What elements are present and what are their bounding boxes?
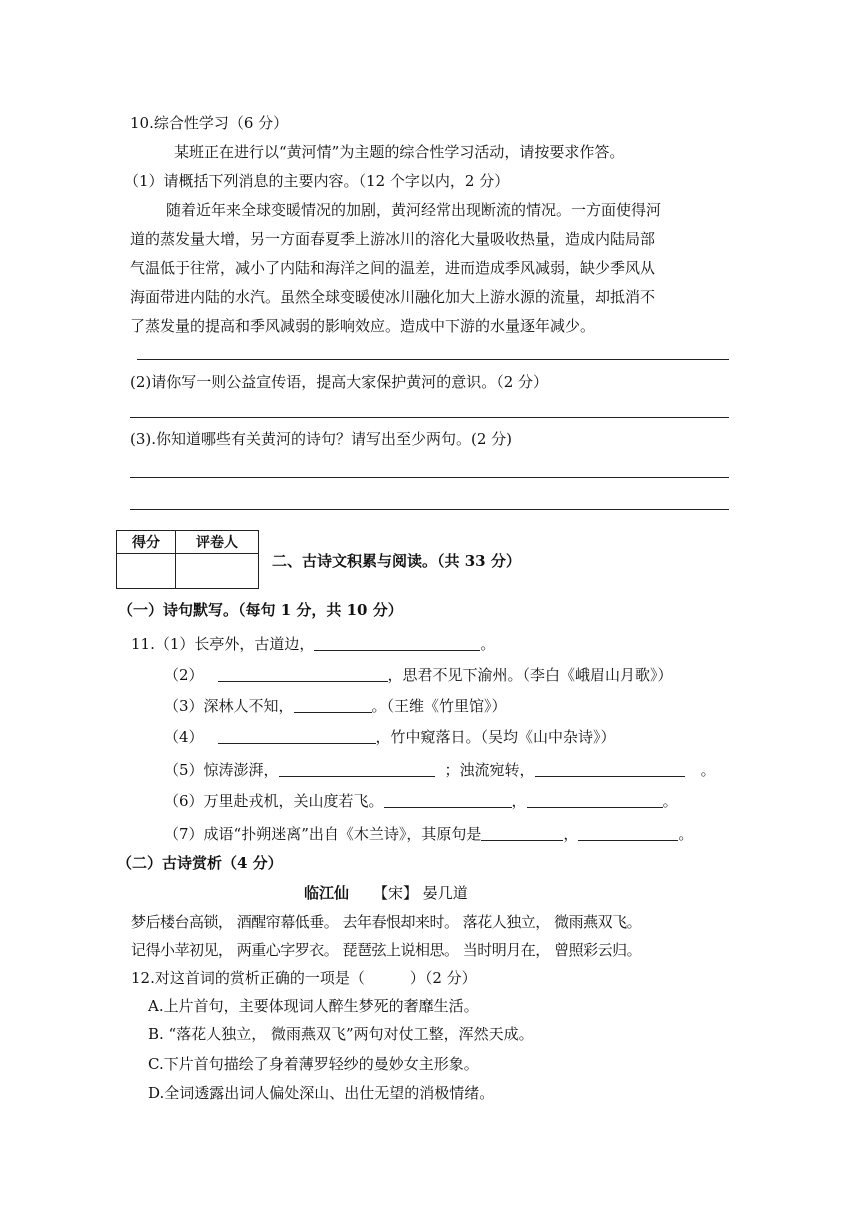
q12-stem: 12.对这首词的赏析正确的一项是（ ）（2 分） <box>131 969 477 987</box>
part1-title: （一）诗句默写。（每句 1 分，共 10 分） <box>118 601 403 619</box>
score-table <box>116 530 259 589</box>
passage-line: 随着近年来全球变暖情况的加剧，黄河经常出现断流的情况。一方面使得河 <box>166 201 662 219</box>
fill-blank[interactable] <box>218 666 388 682</box>
grader-header: 评卷人 <box>176 531 259 554</box>
fill-blank[interactable] <box>218 728 376 744</box>
fill-blank[interactable] <box>279 761 435 777</box>
q11-text: ，思君不见下渝州。（李白《峨眉山月歌》） <box>387 666 673 684</box>
poem-line-1: 梦后楼台高锁， 酒醒帘幕低垂。 去年春恨却来时。 落花人独立， 微雨燕双飞。 <box>131 913 642 931</box>
q10-sub1: （1）请概括下列消息的主要内容。（12 个字以内，2 分） <box>124 172 510 190</box>
q11-text: ，竹中窥落日。（吴均《山中杂诗》） <box>375 728 616 746</box>
q11-text: （5）惊涛澎湃， <box>164 761 279 779</box>
q11-line-2 <box>164 665 673 685</box>
passage-line: 气温低于往常，减小了内陆和海洋之间的温差，进而造成季风减弱，缺少季风从 <box>130 259 656 277</box>
poem-line-2: 记得小苹初见， 两重心字罗衣。 琵琶弦上说相思。 当时明月在， 曾照彩云归。 <box>131 941 642 959</box>
passage-line: 了蒸发量的提高和季风减弱的影响效应。造成中下游的水量逐年减少。 <box>130 317 596 335</box>
poem-heading <box>304 883 468 903</box>
fill-blank[interactable] <box>578 825 678 841</box>
q12-option-a[interactable]: A.上片首句，主要体现词人醉生梦死的奢靡生活。 <box>148 997 479 1015</box>
q11-text: ， <box>511 792 527 810</box>
q11-text: （7）成语“扑朔迷离”出自《木兰诗》，其原句是 <box>164 825 482 843</box>
fill-blank[interactable] <box>294 697 372 713</box>
q11-line-6 <box>164 791 678 811</box>
passage-line: 海面带进内陆的水汽。虽然全球变暖使冰川融化加大上游水源的流量，却抵消不 <box>130 288 656 306</box>
q11-text: ；浊流宛转， <box>444 761 535 779</box>
answer-line-1[interactable] <box>137 359 729 360</box>
fill-blank[interactable] <box>527 792 663 808</box>
q11-text: 。 <box>480 635 496 653</box>
answer-line-4[interactable] <box>130 509 729 510</box>
q11-line-3 <box>164 696 507 716</box>
q11-line-4 <box>164 727 616 747</box>
q11-line-5 <box>164 760 716 780</box>
q11-text: （4） <box>164 728 204 746</box>
q11-text: 11.（1）长亭外，古道边， <box>131 635 315 653</box>
q10-intro: 某班正在进行以“黄河情”为主题的综合性学习活动，请按要求作答。 <box>174 143 625 161</box>
q11-text: 。 <box>700 761 716 779</box>
answer-line-3[interactable] <box>130 477 729 478</box>
q11-text: 。 <box>678 825 694 843</box>
q10-sub2: (2)请你写一则公益宣传语，提高大家保护黄河的意识。（2 分） <box>130 373 549 391</box>
q11-line-1 <box>131 634 495 654</box>
q11-text: （2） <box>164 666 204 684</box>
score-header: 得分 <box>117 531 176 554</box>
q11-text: ， <box>563 825 579 843</box>
q11-text: （6）万里赴戎机，关山度若飞。 <box>164 792 384 810</box>
passage-line: 道的蒸发量大增，另一方面春夏季上游冰川的溶化大量吸收热量，造成内陆局部 <box>130 230 656 248</box>
fill-blank[interactable] <box>314 635 480 651</box>
poem-author: 【宋】 晏几道 <box>373 884 468 902</box>
fill-blank[interactable] <box>481 825 563 841</box>
q10-title: 10.综合性学习（6 分） <box>130 114 289 132</box>
fill-blank[interactable] <box>535 761 685 777</box>
q11-line-7 <box>164 824 693 844</box>
part2-title: （二）古诗赏析（4 分） <box>117 854 283 872</box>
q12-option-c[interactable]: C.下片首句描绘了身着薄罗轻纱的曼妙女主形象。 <box>148 1055 479 1073</box>
fill-blank[interactable] <box>384 792 512 808</box>
poem-title: 临江仙 <box>304 884 350 902</box>
grader-cell[interactable] <box>176 554 259 589</box>
q12-option-b[interactable]: B. “落花人独立， 微雨燕双飞”两句对仗工整，浑然天成。 <box>148 1025 534 1043</box>
q10-sub3: (3).你知道哪些有关黄河的诗句？请写出至少两句。(2 分) <box>130 430 513 448</box>
q11-text: 。（王维《竹里馆》） <box>371 697 507 715</box>
answer-line-2[interactable] <box>130 417 729 418</box>
q12-option-d[interactable]: D.全词透露出词人偏处深山、出仕无望的消极情绪。 <box>148 1084 495 1102</box>
q11-text: 。 <box>662 792 678 810</box>
score-cell[interactable] <box>117 554 176 589</box>
q11-text: （3）深林人不知， <box>164 697 294 715</box>
section2-title: 二、古诗文积累与阅读。（共 33 分） <box>272 552 521 570</box>
